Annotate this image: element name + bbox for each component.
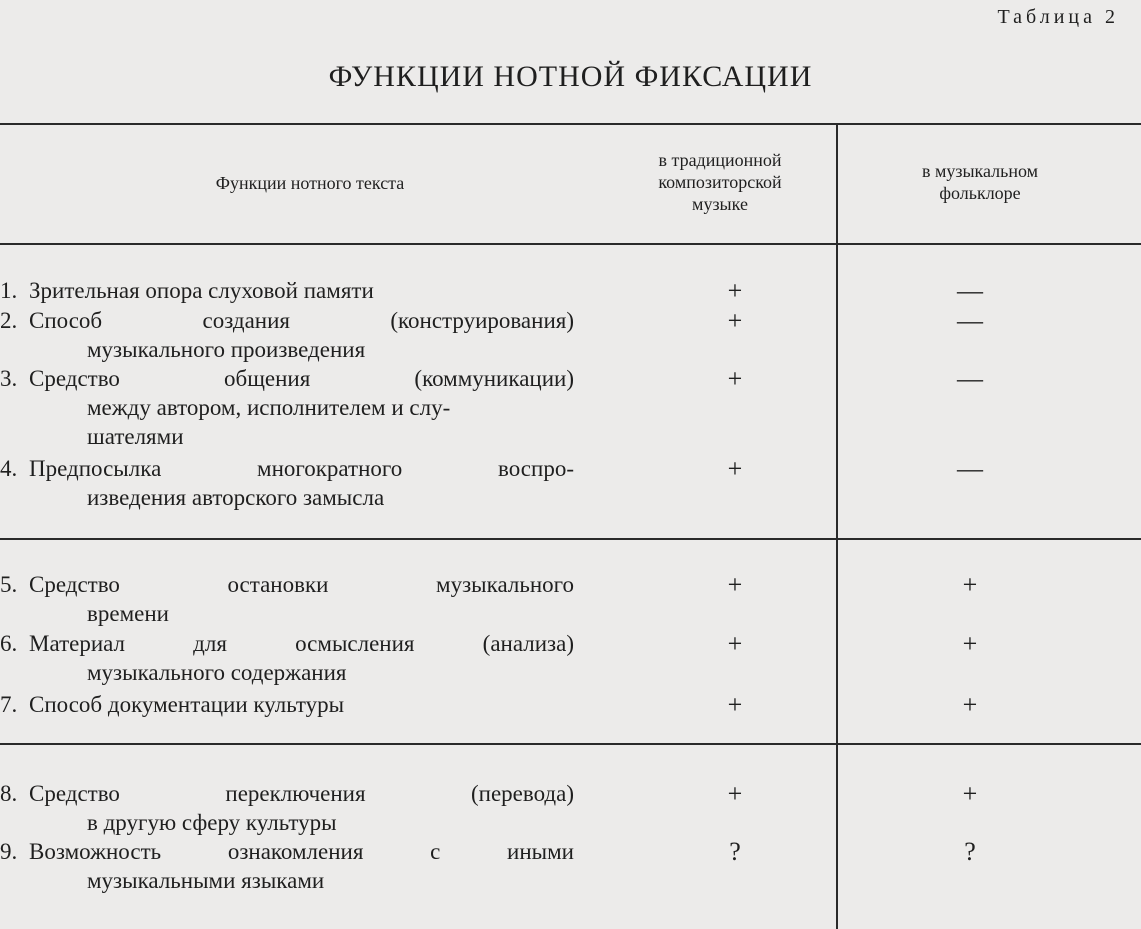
row-function-text: Возможность ознакомления с иными музыкальными языками: [29, 839, 574, 893]
row-number: 3.: [0, 366, 18, 391]
mark-folklore: —: [957, 276, 983, 305]
header-functions: Функции нотного текста: [215, 173, 405, 193]
mark-folklore: +: [962, 779, 978, 808]
mark-folklore: +: [962, 690, 978, 719]
mark-traditional: +: [727, 629, 743, 658]
row-number: 5.: [0, 572, 18, 597]
rule-header-bottom: [0, 243, 1141, 245]
mark-folklore: +: [962, 570, 978, 599]
rule-group-1: [0, 538, 1141, 540]
table-label: Таблица 2: [997, 6, 1119, 28]
mark-traditional: +: [727, 454, 743, 483]
mark-folklore: —: [957, 364, 983, 393]
row-function-text: Материал для осмысления (анализа) музыкального содержания: [29, 631, 574, 685]
rule-top: [0, 123, 1141, 125]
row-number: 8.: [0, 781, 18, 806]
mark-traditional: +: [727, 364, 743, 393]
mark-traditional: +: [727, 690, 743, 719]
mark-folklore: +: [962, 629, 978, 658]
row-number: 6.: [0, 631, 18, 656]
header-folklore: в музыкальном фольклоре: [921, 161, 1039, 203]
mark-traditional: +: [727, 306, 743, 335]
row-function-text: Средство переключения (перевода) в другую сферу культуры: [29, 781, 574, 835]
rule-group-2: [0, 743, 1141, 745]
row-function-text: Средство общения (коммуникации) между автором, исполнителем и слу- шателями: [29, 366, 574, 449]
row-function-text: Способ документации культуры: [29, 692, 345, 717]
row-function-text: Предпосылка многократного воспро- изведения авторского замысла: [29, 456, 574, 510]
header-traditional: в традиционной композиторской музыке: [658, 150, 782, 214]
row-number: 9.: [0, 839, 18, 864]
mark-traditional: ?: [729, 837, 741, 866]
table-title: ФУНКЦИИ НОТНОЙ ФИКСАЦИИ: [328, 60, 813, 93]
row-number: 4.: [0, 456, 18, 481]
row-number: 1.: [0, 278, 18, 303]
row-function-text: Зрительная опора слуховой памяти: [29, 278, 374, 303]
column-divider: [836, 123, 838, 929]
mark-folklore: ?: [964, 837, 976, 866]
mark-folklore: —: [957, 306, 983, 335]
row-function-text: Средство остановки музыкального времени: [29, 572, 574, 626]
row-function-text: Способ создания (конструирования) музыкального произведения: [29, 308, 574, 362]
row-number: 2.: [0, 308, 18, 333]
mark-folklore: —: [957, 454, 983, 483]
row-number: 7.: [0, 692, 18, 717]
mark-traditional: +: [727, 779, 743, 808]
mark-traditional: +: [727, 570, 743, 599]
mark-traditional: +: [727, 276, 743, 305]
